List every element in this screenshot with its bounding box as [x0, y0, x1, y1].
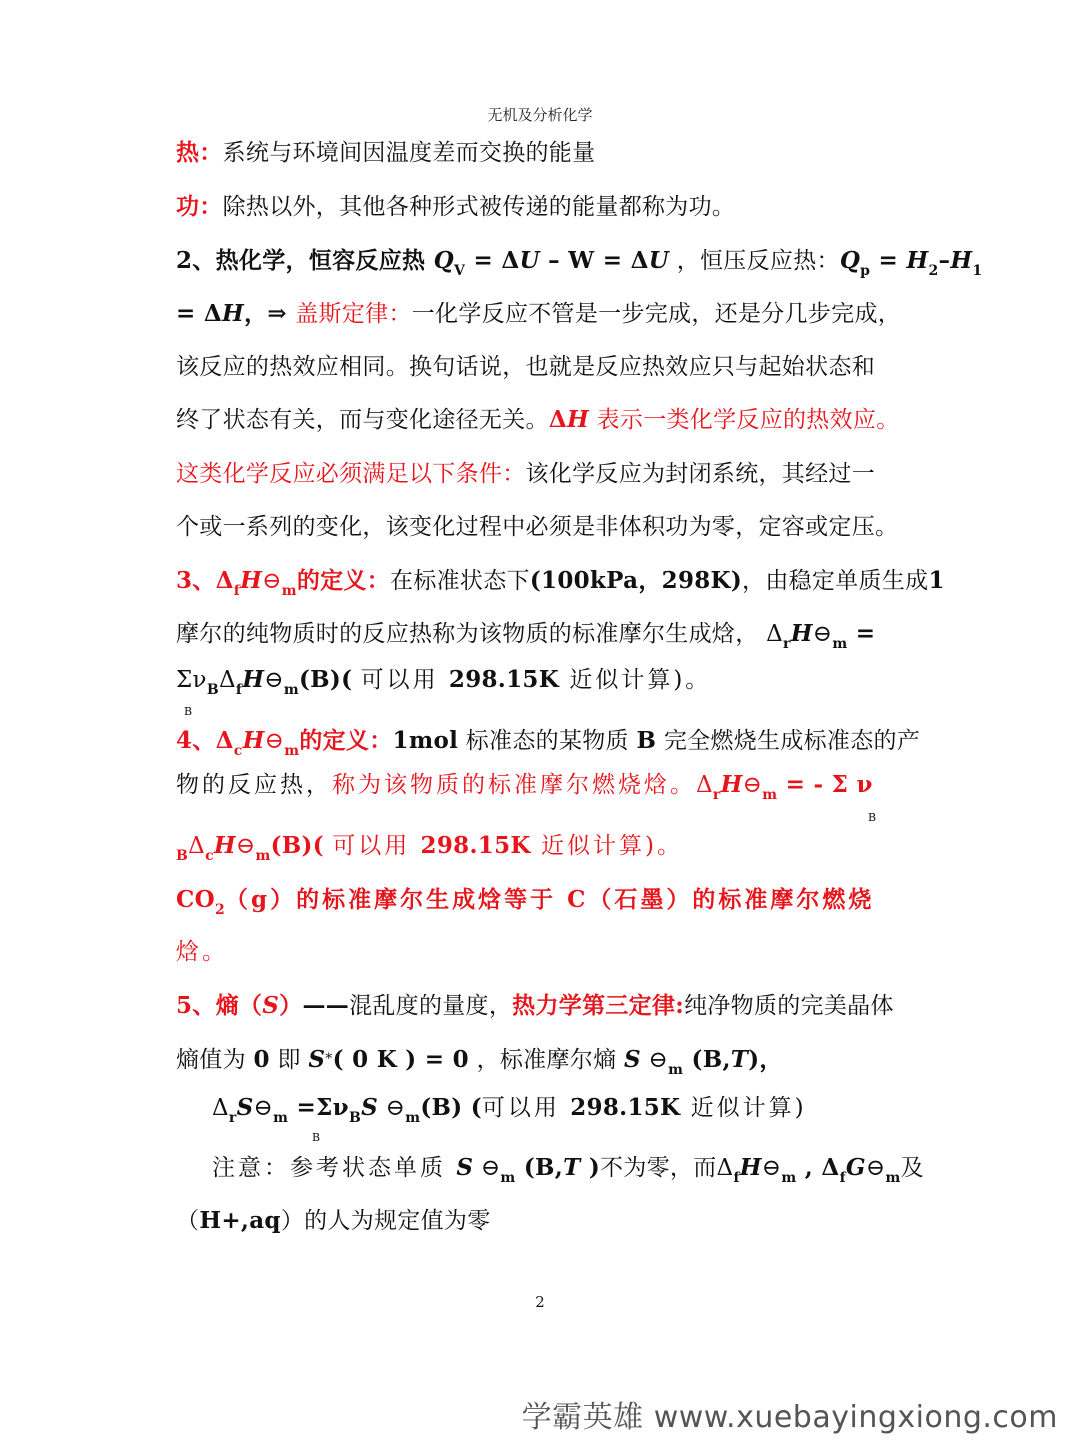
h-symbol: H	[720, 771, 743, 798]
s-symbol: S	[456, 1154, 474, 1181]
conditions: (100kPa，298K)	[529, 567, 743, 594]
separator: , Δ	[796, 1154, 840, 1181]
m-sub: m	[500, 1170, 516, 1186]
qp-symbol: Q	[839, 247, 861, 274]
bt-open: (B,	[515, 1154, 564, 1181]
h-symbol: H	[790, 620, 813, 647]
theta: ⊖	[235, 833, 256, 859]
note-label: 注意：参考状态单质	[212, 1155, 457, 1181]
equals-sum: = - Σ ν	[777, 771, 873, 798]
m-sub: m	[283, 682, 299, 698]
t-symbol: T	[563, 1154, 581, 1181]
theta: ⊖	[264, 728, 285, 754]
temperature: 298.15K	[570, 1094, 681, 1121]
b-sub: B	[348, 1110, 362, 1126]
s-zero-eq: ( 0 K ) = 0	[332, 1046, 469, 1073]
term-heat: 热：	[176, 139, 223, 166]
entropy-line	[176, 991, 894, 1021]
open-paren: （	[176, 1208, 200, 1234]
red-text-6: 表示一类化学反应的热效应。	[589, 407, 900, 433]
tail-17: 纯净物质的完美晶体	[684, 993, 894, 1019]
one: 1	[928, 567, 945, 594]
h1-symbol: H	[950, 247, 973, 274]
term-work: 功：	[176, 193, 223, 220]
em-dash: ——	[302, 992, 350, 1019]
m-sub: m	[281, 583, 297, 599]
item-3-number: 3、Δ	[176, 567, 234, 594]
text-8: 个或一系列的变化，该变化过程中必须是非体积功为零，定容或定压。	[176, 514, 899, 540]
temperature: 298.15K	[420, 832, 531, 859]
formula-line-14	[176, 831, 683, 871]
dash: –	[938, 247, 951, 274]
note-line-2	[176, 1206, 491, 1236]
constant-pressure-label: ，恒压反应热：	[669, 248, 840, 274]
tail-12: 完全燃烧生成标准态的产	[656, 728, 921, 754]
body-line-6	[176, 405, 900, 435]
body-line-16	[176, 937, 228, 967]
conditions-term: 这类化学反应必须满足以下条件：	[176, 461, 526, 487]
note-tail: 及	[900, 1155, 924, 1181]
m-sub: m	[762, 787, 778, 803]
m-sub: m	[284, 743, 300, 759]
c-sub: c	[233, 743, 243, 759]
close-paren: ）	[279, 992, 303, 1019]
m2-sub: m	[781, 1170, 797, 1186]
body-line-13	[176, 770, 873, 810]
qv-sub: V	[453, 263, 466, 279]
m-sub: m	[273, 1110, 289, 1126]
text-10: 摩尔的纯物质时的反应热称为该物质的标准摩尔生成焓，	[176, 621, 759, 647]
paren: (B) (	[420, 1094, 482, 1121]
thermochem-intro: 2、热化学，恒容反应热	[176, 247, 434, 274]
bt-close: )，	[748, 1046, 783, 1073]
note-text: 不为零，而Δ	[600, 1155, 734, 1181]
mid-text: ，标准摩尔熵	[468, 1047, 624, 1073]
heat-definition	[176, 138, 595, 168]
co2-text: （g）的标准摩尔生成焓等于 C（石墨）的标准摩尔燃烧	[225, 886, 875, 913]
tail-text: ，由稳定单质生成	[742, 568, 929, 594]
qv-symbol: Q	[433, 247, 454, 274]
approx-text: 可以用	[481, 1095, 571, 1121]
text-17: 混乱度的量度，	[349, 993, 513, 1019]
f-sub: f	[235, 682, 243, 698]
equals-sum: =Σν	[288, 1094, 349, 1121]
r-sub: r	[783, 636, 791, 652]
theta3: ⊖	[865, 1155, 886, 1181]
theta: ⊖	[812, 621, 833, 647]
b-sub: B	[206, 682, 219, 698]
item-4-number: 4、Δ	[176, 727, 234, 754]
combustion-enthalpy-line	[176, 726, 920, 766]
text-18: 熵值为	[176, 1047, 254, 1073]
f-sub: f	[233, 583, 241, 599]
note-line-2-text: ）的人为规定值为零	[280, 1208, 491, 1234]
f2-sub: f	[839, 1170, 846, 1186]
body-line-7	[176, 459, 875, 489]
m-sub: m	[668, 1062, 684, 1078]
combustion-term: 称为该物质的标准摩尔燃烧焓。	[332, 772, 696, 798]
work-text: 除热以外，其他各种形式被传递的能量都称为功。	[222, 194, 736, 220]
theta: ⊖	[253, 1095, 274, 1121]
thermochem-line	[176, 246, 982, 286]
m2-sub: m	[405, 1110, 421, 1126]
definition-label: 的定义：	[299, 727, 393, 754]
running-header: 无机及分析化学	[487, 106, 593, 124]
equals: =	[847, 620, 876, 647]
eq-2: =	[870, 247, 907, 274]
u-symbol-2: U	[648, 247, 670, 274]
theta2: ⊖	[378, 1095, 406, 1121]
theta: ⊖	[640, 1047, 669, 1073]
m3-sub: m	[885, 1170, 901, 1186]
b-sub: B	[176, 848, 189, 864]
h-symbol: H	[739, 1154, 762, 1181]
co2-line	[176, 885, 874, 925]
h-symbol: H	[240, 567, 263, 594]
sum-nu: Σν	[176, 667, 207, 693]
theta: ⊖	[262, 568, 282, 594]
text-7: 该化学反应为封闭系统，其经过一	[525, 461, 875, 487]
delta: Δ	[212, 1095, 229, 1121]
text-12: 标准态的某物质	[458, 728, 637, 754]
theta: ⊖	[473, 1155, 501, 1181]
t-symbol: T	[730, 1046, 749, 1073]
mol: 1mol	[392, 727, 459, 754]
s2-symbol: S	[361, 1094, 378, 1121]
s-symbol: S	[308, 1046, 326, 1073]
delta: Δ	[188, 833, 206, 859]
s2-symbol: S	[624, 1046, 641, 1073]
page-number: 2	[535, 1293, 545, 1311]
ji: 即	[269, 1047, 309, 1073]
third-law-term: 热力学第三定律:	[512, 992, 685, 1019]
hess-law-line	[176, 299, 901, 329]
h-plus-aq: H+,aq	[199, 1207, 281, 1234]
b-substance: B	[636, 727, 657, 754]
body-line-10	[176, 619, 875, 659]
bt-open: (B,	[683, 1046, 731, 1073]
s-symbol: S	[262, 992, 280, 1019]
h-symbol: H	[242, 666, 265, 693]
eq-delta-1: = Δ	[465, 247, 520, 274]
note-line	[212, 1153, 924, 1193]
heat-text: 系统与环境间因温度差而交换的能量	[222, 140, 596, 166]
approx-text: 可以用	[332, 833, 421, 859]
standard-state-text: 在标准状态下	[390, 568, 530, 594]
h2-symbol: H	[906, 247, 929, 274]
f-sub: f	[733, 1170, 740, 1186]
co: CO	[176, 886, 215, 913]
minus-w: – W = Δ	[539, 247, 649, 274]
hess-law-text: 一化学反应不管是一步完成，还是分几步完成，	[411, 301, 902, 327]
g-symbol: G	[845, 1154, 866, 1181]
temperature: 298.15K	[448, 666, 560, 693]
theta2: ⊖	[761, 1155, 782, 1181]
theta: ⊖	[742, 772, 763, 798]
red-delta: Δ	[548, 406, 567, 433]
delta: Δ	[758, 621, 784, 647]
definition-label: 的定义：	[296, 567, 391, 594]
h2-sub: 2	[928, 263, 939, 279]
body-line-8	[176, 512, 898, 542]
formation-enthalpy-line	[176, 566, 945, 606]
implies-arrow: ，⇒	[244, 300, 296, 327]
work-definition	[176, 192, 735, 222]
delta: Δ	[218, 667, 236, 693]
text-13: 物的反应热，	[176, 772, 332, 798]
approx-tail: 近似计算)。	[530, 833, 683, 859]
h-symbol: H	[213, 832, 236, 859]
hess-law-term: 盖斯定律：	[295, 301, 412, 327]
sum-index-b: B	[184, 705, 193, 718]
m-sub: m	[255, 848, 271, 864]
text-6: 终了状态有关，而与变化途径无关。	[176, 407, 549, 433]
text-5: 该反应的热效应相同。换句话说，也就是反应热效应只与起始状态和	[176, 354, 875, 380]
star: *	[325, 1051, 333, 1067]
bt-close: )	[580, 1154, 601, 1181]
h1-sub: 1	[972, 263, 983, 279]
paren: (B)(	[270, 832, 333, 859]
approx-text: 可以用	[360, 667, 449, 693]
approx-tail: 近似计算)。	[559, 667, 712, 693]
h-symbol: H	[242, 727, 265, 754]
entropy-formula-line	[212, 1093, 807, 1133]
paren: (B)(	[298, 666, 361, 693]
entropy-zero-line	[176, 1044, 783, 1085]
body-line-5	[176, 352, 875, 382]
two-sub: 2	[214, 902, 225, 918]
u-symbol-1: U	[519, 247, 540, 274]
theta: ⊖	[264, 667, 284, 693]
red-h: H	[566, 406, 589, 433]
text-16: 焓。	[176, 939, 228, 965]
s-symbol: S	[236, 1094, 254, 1121]
approx-tail: 近似计算)	[680, 1095, 807, 1121]
c-sub: c	[205, 848, 214, 864]
sum-index-b-3: B	[312, 1131, 321, 1144]
r-sub: r	[228, 1110, 237, 1126]
item-5-number: 5、熵（	[176, 992, 263, 1019]
formula-line-11	[176, 665, 711, 705]
h-symbol: H	[222, 300, 245, 327]
watermark: 学霸英雄 www.xuebayingxiong.com	[521, 1400, 1058, 1435]
qp-sub: p	[860, 263, 871, 279]
zero: 0	[253, 1046, 270, 1073]
m-sub: m	[832, 636, 848, 652]
sum-index-b-2: B	[868, 811, 877, 824]
delta: Δ	[696, 772, 713, 798]
eq-delta-h: = Δ	[176, 300, 223, 327]
r-sub: r	[712, 787, 721, 803]
